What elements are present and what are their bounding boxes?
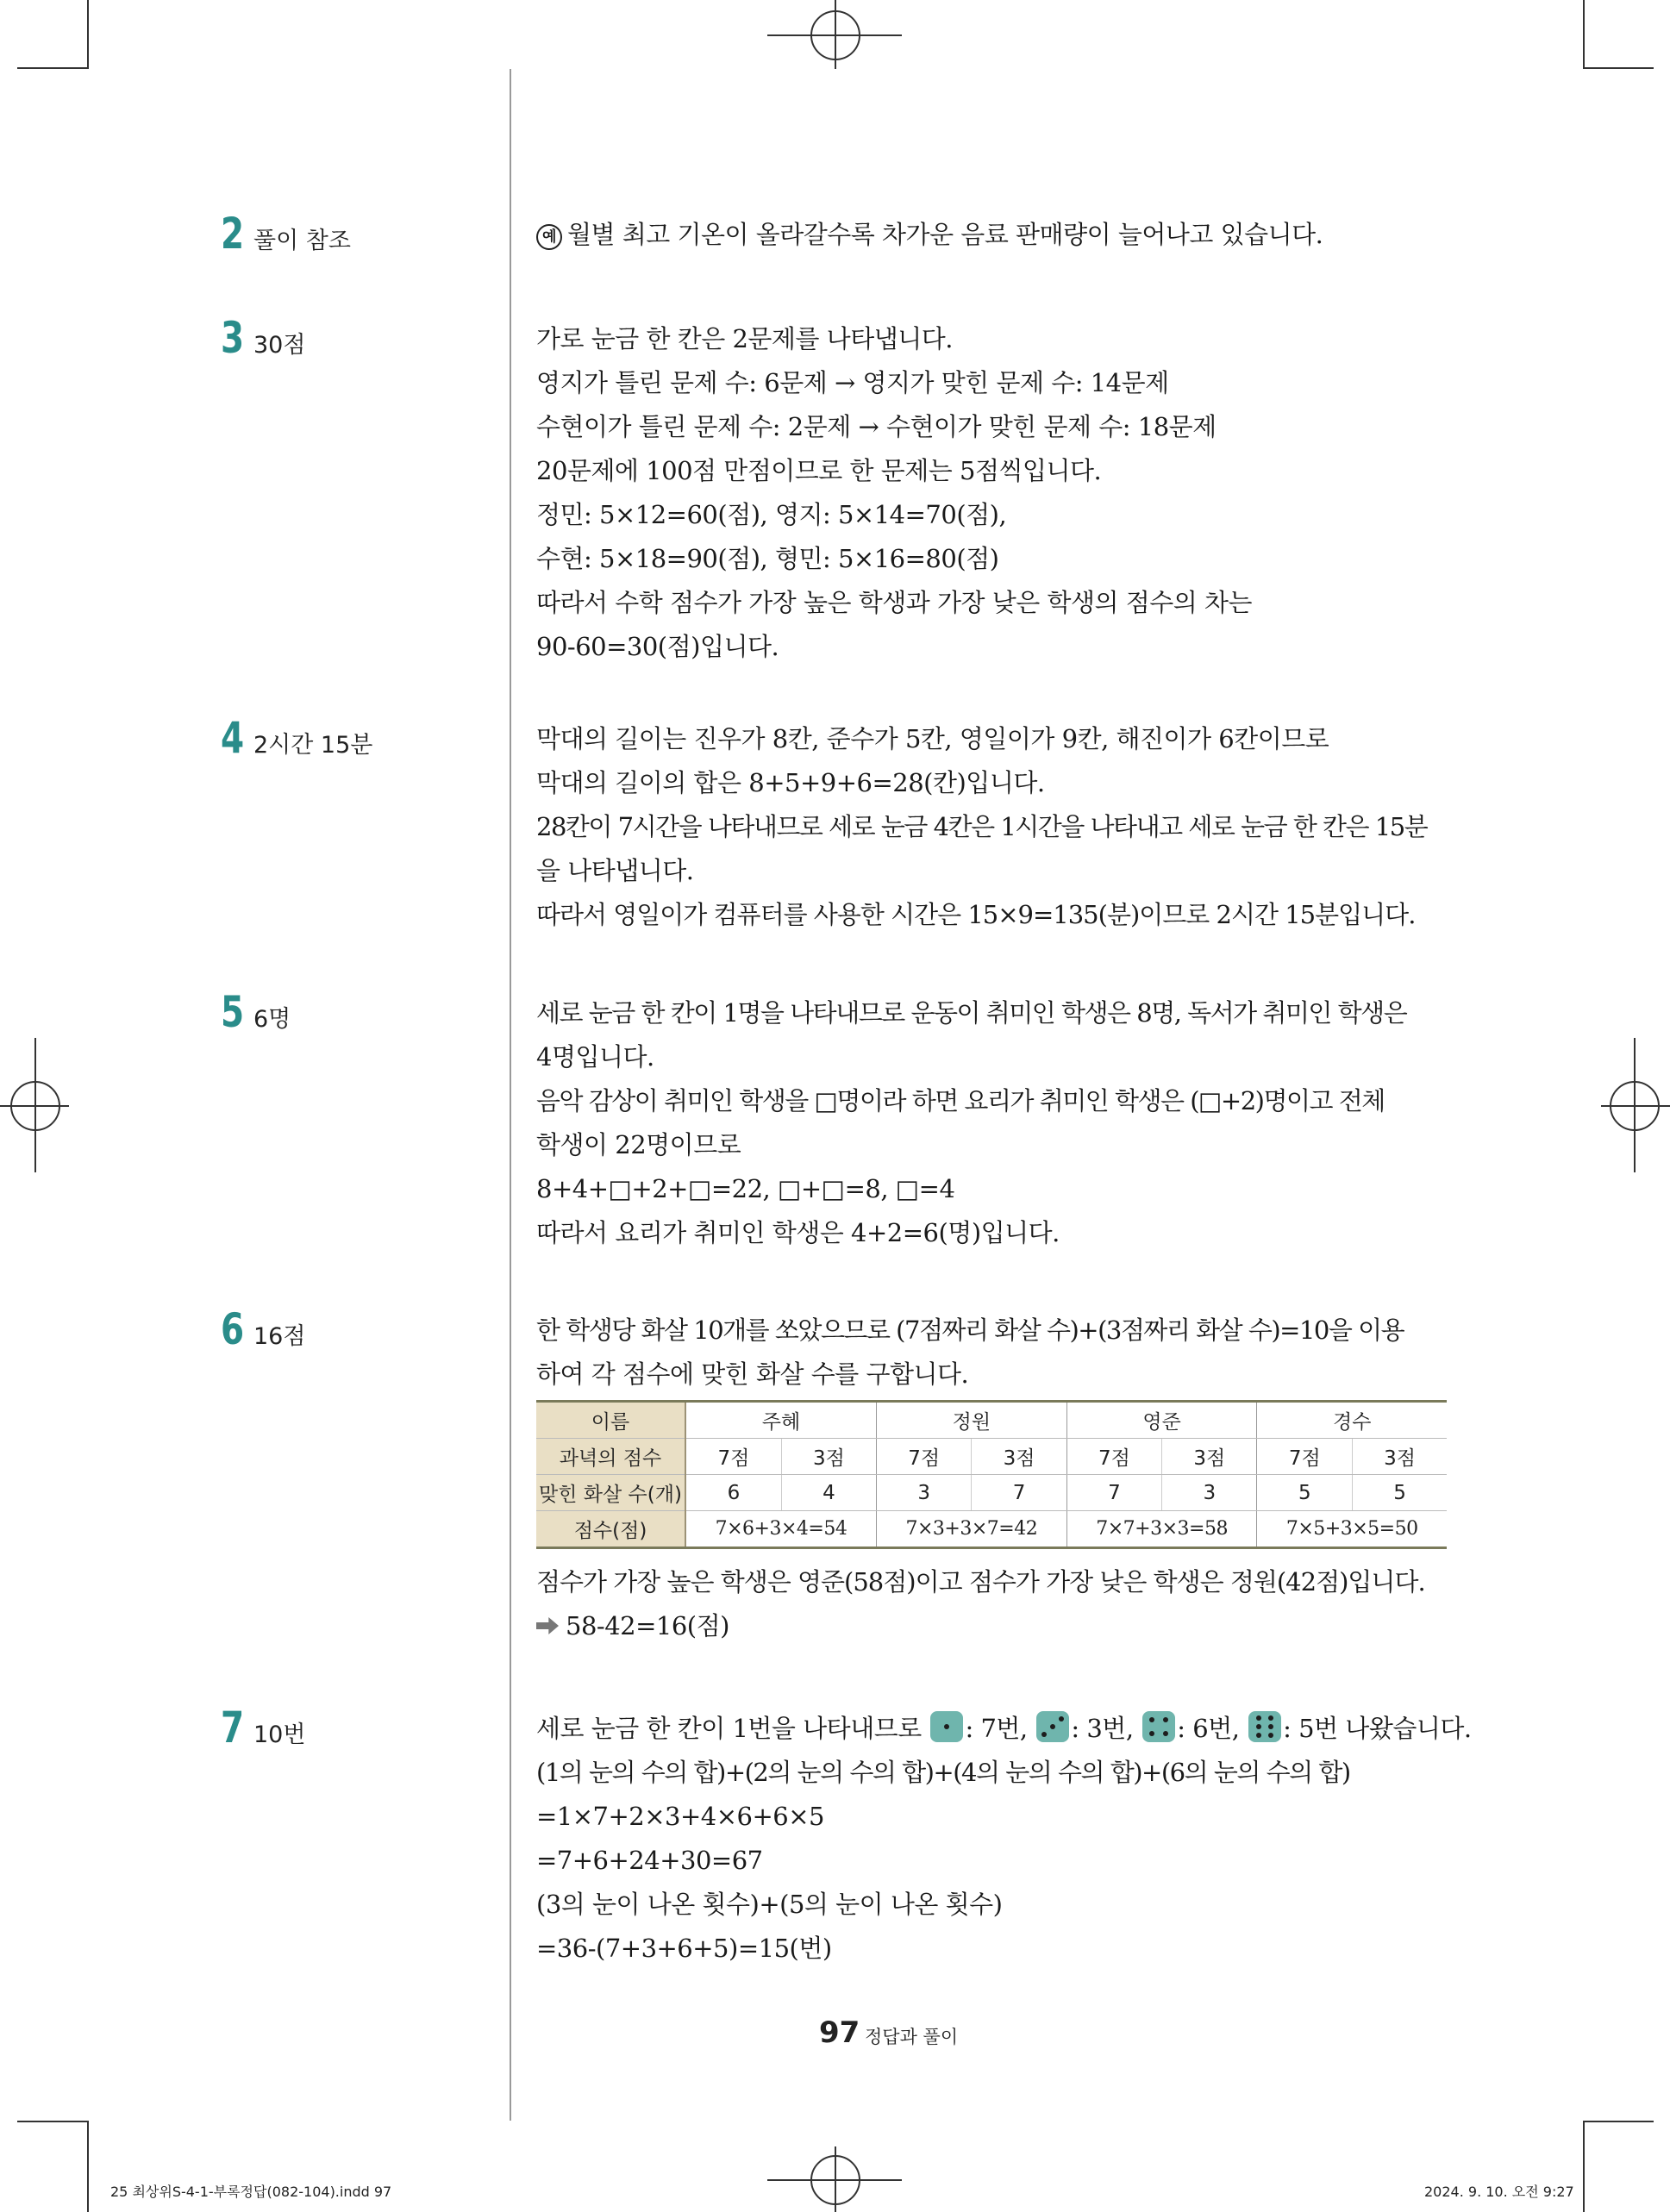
solution-3 (536, 317, 1450, 669)
solution-line: 90-60=30(점)입니다. (536, 632, 779, 661)
solution-line: 점수가 가장 높은 학생은 영준(58점)이고 점수가 가장 낮은 학생은 정원(42점)입니다. (536, 1567, 1425, 1597)
table-cell: 3점 (972, 1439, 1066, 1475)
table-row (536, 1439, 1447, 1475)
dice-three-icon (1036, 1711, 1069, 1742)
score-table (536, 1400, 1447, 1549)
example-badge: 예 (536, 224, 562, 250)
solution-line: 수현: 5×18=90(점), 형민: 5×16=80(점) (536, 544, 999, 573)
table-cell: 7×7+3×3=58 (1066, 1511, 1257, 1548)
page-number: 97 (819, 2015, 860, 2050)
solution-line: 세로 눈금 한 칸이 1명을 나타내므로 운동이 취미인 학생은 8명, 독서가 취미인 학생은 (536, 998, 1407, 1028)
page-label: 정답과 풀이 (865, 2027, 959, 2047)
solution-line: 을 나타냅니다. (536, 856, 694, 885)
solution-line: =1×7+2×3+4×6+6×5 (536, 1802, 824, 1831)
solution-text: : 3번, (1071, 1714, 1134, 1743)
registration-mark (34, 1038, 36, 1172)
row-label: 맞힌 화살 수(개) (536, 1475, 685, 1511)
solution-text: : 6번, (1177, 1714, 1240, 1743)
solution-line: 따라서 요리가 취미인 학생은 4+2=6(명)입니다. (536, 1218, 1060, 1247)
solution-line: 28칸이 7시간을 나타내므로 세로 눈금 4칸은 1시간을 나타내고 세로 눈금 한 칸은 15분 (536, 812, 1428, 841)
solution-line: =7+6+24+30=67 (536, 1846, 763, 1875)
table-cell: 3 (1162, 1475, 1257, 1511)
solution-line: 하여 각 점수에 맞힌 화살 수를 구합니다. (536, 1359, 969, 1389)
crop-mark (87, 0, 89, 69)
crop-mark (1583, 2121, 1654, 2122)
problem-answer: 10번 (253, 1721, 306, 1748)
arrow-icon (536, 1617, 559, 1634)
table-cell: 7점 (1066, 1439, 1161, 1475)
solution-line: 학생이 22명이므로 (536, 1130, 741, 1159)
dice-six-icon (1248, 1711, 1281, 1742)
solution-5 (536, 991, 1450, 1255)
crop-mark (1583, 2121, 1585, 2212)
solution-text: : 5번 나왔습니다. (1283, 1714, 1472, 1743)
solution-text: 월별 최고 기온이 올라갈수록 차가운 음료 판매량이 늘어나고 있습니다. (567, 220, 1323, 249)
table-cell: 3 (876, 1475, 971, 1511)
crop-mark (17, 2121, 89, 2122)
solution-line: 영지가 틀린 문제 수: 6문제 → 영지가 맞힌 문제 수: 14문제 (536, 368, 1169, 397)
solution-text: : 7번, (965, 1714, 1028, 1743)
table-cell: 3점 (781, 1439, 876, 1475)
table-cell: 5 (1353, 1475, 1447, 1511)
table-row (536, 1511, 1447, 1548)
problem-number: 5 (221, 987, 245, 1037)
table-header: 주혜 (685, 1402, 876, 1439)
problem-answer: 풀이 참조 (253, 228, 351, 254)
solution-line: 막대의 길이는 진우가 8칸, 준수가 5칸, 영일이가 9칸, 해진이가 6칸이므로 (536, 724, 1329, 753)
table-cell: 7×6+3×4=54 (685, 1511, 876, 1548)
problem-number: 7 (221, 1703, 245, 1753)
solution-line: 음악 감상이 취미인 학생을 □명이라 하면 요리가 취미인 학생은 (□+2)명이고 전체 (536, 1086, 1385, 1115)
dice-four-icon (1142, 1711, 1175, 1742)
problem-number: 2 (221, 209, 245, 259)
table-cell: 4 (781, 1475, 876, 1511)
print-datetime: 2024. 9. 10. 오전 9:27 (1424, 2184, 1574, 2200)
table-header: 경수 (1257, 1402, 1447, 1439)
solution-line: 따라서 수학 점수가 가장 높은 학생과 가장 낮은 학생의 점수의 차는 (536, 588, 1253, 617)
table-cell: 7 (972, 1475, 1066, 1511)
solution-line: 한 학생당 화살 10개를 쏘았으므로 (7점짜리 화살 수)+(3점짜리 화살 수)=10을 이용 (536, 1315, 1404, 1345)
problem-answer: 16점 (253, 1323, 306, 1350)
problem-answer: 2시간 15분 (253, 732, 373, 759)
table-cell: 7점 (685, 1439, 781, 1475)
problem-number: 6 (221, 1304, 245, 1354)
table-header: 정원 (876, 1402, 1066, 1439)
table-cell: 7×3+3×7=42 (876, 1511, 1066, 1548)
solution-line: 따라서 영일이가 컴퓨터를 사용한 시간은 15×9=135(분)이므로 2시간 15분입니다. (536, 900, 1416, 929)
solution-text: 세로 눈금 한 칸이 1번을 나타내므로 (536, 1714, 922, 1743)
solution-4 (536, 717, 1450, 937)
table-cell: 5 (1257, 1475, 1353, 1511)
table-cell: 3점 (1162, 1439, 1257, 1475)
crop-mark (1583, 67, 1654, 69)
table-cell: 3점 (1353, 1439, 1447, 1475)
table-row (536, 1402, 1447, 1439)
table-cell: 7점 (876, 1439, 971, 1475)
solution-line: 정민: 5×12=60(점), 영지: 5×14=70(점), (536, 500, 1007, 529)
registration-mark (1601, 1105, 1670, 1107)
table-row (536, 1475, 1447, 1511)
solution-6 (536, 1309, 1450, 1397)
table-header: 이름 (536, 1402, 685, 1439)
file-info: 25 최상위S-4-1-부록정답(082-104).indd 97 (110, 2184, 392, 2200)
solution-line: 수현이가 틀린 문제 수: 2문제 → 수현이가 맞힌 문제 수: 18문제 (536, 412, 1217, 441)
crop-mark (1583, 0, 1585, 69)
solution-line: 58-42=16(점) (566, 1611, 729, 1640)
table-cell: 6 (685, 1475, 781, 1511)
problem-number: 3 (221, 313, 245, 363)
crop-mark (17, 67, 89, 69)
table-cell: 7×5+3×5=50 (1257, 1511, 1447, 1548)
dice-one-icon (930, 1711, 963, 1742)
solution-line: 막대의 길이의 합은 8+5+9+6=28(칸)입니다. (536, 768, 1045, 797)
solution-line: 4명입니다. (536, 1042, 654, 1072)
column-divider (510, 69, 511, 2121)
solution-6-result (536, 1560, 1450, 1648)
table-header: 영준 (1066, 1402, 1257, 1439)
solution-7 (536, 1707, 1472, 1971)
crop-mark (87, 2121, 89, 2212)
problem-answer: 30점 (253, 332, 306, 359)
solution-2 (536, 213, 1450, 257)
solution-line: (1의 눈의 수의 합)+(2의 눈의 수의 합)+(4의 눈의 수의 합)+(6의 눈의 수의 합) (536, 1758, 1350, 1787)
problem-number: 4 (221, 713, 245, 763)
solution-line: (3의 눈이 나온 횟수)+(5의 눈이 나온 횟수) (536, 1890, 1003, 1919)
registration-mark (1634, 1038, 1636, 1172)
solution-line: =36-(7+3+6+5)=15(번) (536, 1934, 832, 1963)
solution-line: 가로 눈금 한 칸은 2문제를 나타냅니다. (536, 324, 953, 353)
problem-answer: 6명 (253, 1006, 291, 1033)
solution-line: 20문제에 100점 만점이므로 한 문제는 5점씩입니다. (536, 456, 1102, 485)
table-cell: 7점 (1257, 1439, 1353, 1475)
registration-mark (835, 0, 836, 69)
row-label: 과녁의 점수 (536, 1439, 685, 1475)
table-cell: 7 (1066, 1475, 1161, 1511)
solution-line: 8+4+□+2+□=22, □+□=8, □=4 (536, 1174, 955, 1203)
registration-mark (835, 2146, 836, 2212)
row-label: 점수(점) (536, 1511, 685, 1548)
